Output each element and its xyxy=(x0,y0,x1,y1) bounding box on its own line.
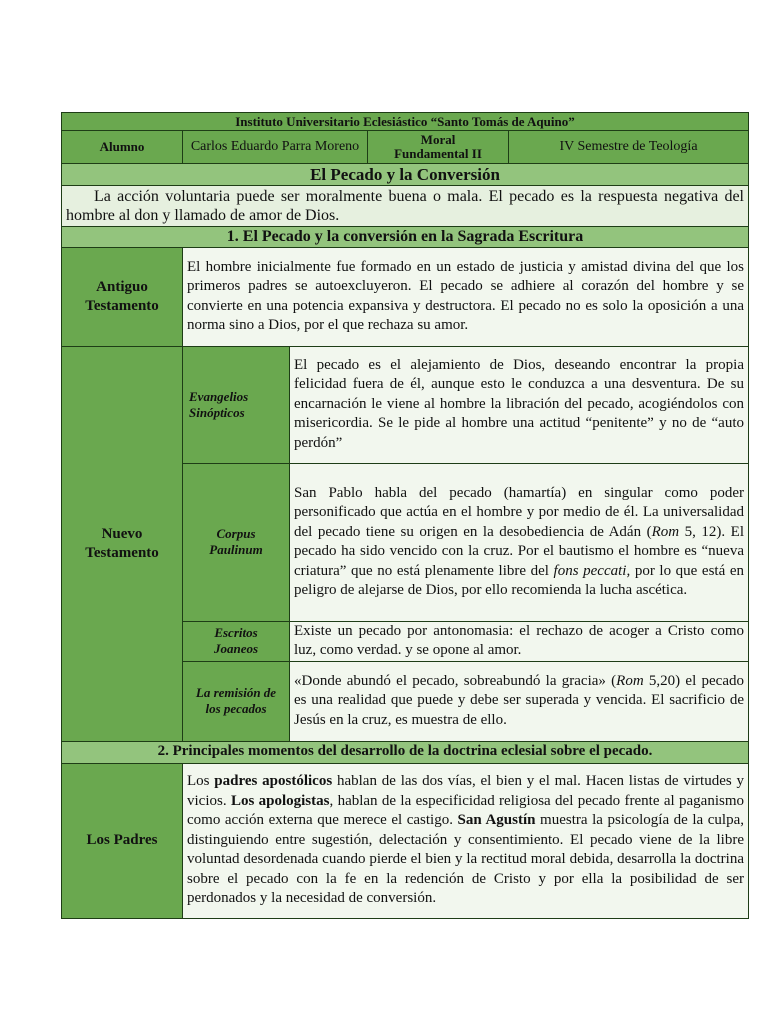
remision-label-line-2: los pecados xyxy=(205,701,267,716)
paulinum-text xyxy=(290,463,749,621)
padres-text-4: muestra la psicología de la culpa, distinguiendo entre sugestión, delectación y consentimiento. El pecado viene de la libre voluntad desordenada cuando pierde el bien y la rectitud moral debida, desarrolla la doctrina sobre el pecado con la fe en la redención de Cristo y por ella la posibilidad de ser perdonados y la necesidad de conversión. xyxy=(187,812,744,907)
joaneos-label-line-2: Joaneos xyxy=(213,641,259,656)
section-2-heading: 2. Principales momentos del desarrollo de la doctrina eclesial sobre el pecado. xyxy=(62,741,749,763)
padres-text-1: Los xyxy=(187,773,215,790)
sinopticos-label-line-2: Sinópticos xyxy=(189,404,245,420)
remision-text-a: «Donde abundó el pecado, sobreabundó la gracia» ( xyxy=(294,672,617,689)
joaneos-text: Existe un pecado por antonomasia: el rechazo de acoger a Cristo como luz, como verdad. y se opone al amor. xyxy=(290,621,749,661)
padres-apostolicos-term: padres apostólicos xyxy=(214,773,333,790)
paulinum-label xyxy=(183,463,290,621)
paulinum-text-a: San Pablo habla del pecado (hamartía) en singular como poder personificado que actúa en el hombre y por medio de él. La universalidad del pecado tiene su origen en la desobediencia de Adán ( xyxy=(294,484,744,540)
sinopticos-label xyxy=(183,346,290,463)
subject-line-2: Fundamental II xyxy=(394,146,482,161)
intro-text: La acción voluntaria puede ser moralmente buena o mala. El pecado es la respuesta negativa del hombre al don y llamado de amor de Dios. xyxy=(66,187,744,224)
paulinum-label-line-1: Corpus xyxy=(216,526,256,541)
remision-label xyxy=(183,661,290,741)
antiguo-label-line-1: Antiguo xyxy=(96,278,148,295)
antiguo-label-line-2: Testamento xyxy=(85,297,159,314)
los-padres-label: Los Padres xyxy=(62,763,183,918)
antiguo-testamento-label xyxy=(62,247,183,346)
semester: IV Semestre de Teología xyxy=(509,131,749,164)
san-agustin-term: San Agustín xyxy=(457,812,536,829)
institute-title: Instituto Universitario Eclesiástico “Santo Tomás de Aquino” xyxy=(62,113,749,131)
subject-line-1: Moral xyxy=(420,132,456,147)
nuevo-label-line-1: Nuevo xyxy=(101,525,143,542)
padres-text-2: hablan de las dos vías, el bien y el mal. Hacen listas de virtudes y vicios. xyxy=(187,773,744,809)
sinopticos-label-line-1: Evangelios xyxy=(189,388,249,404)
alumno-label: Alumno xyxy=(62,131,183,164)
paulinum-text-b: 5, 12). El pecado ha sido vencido con la cruz. Por el bautismo el hombre es “nueva criatura” que no está plenamente libre del xyxy=(294,523,745,579)
paulinum-ref-rom: Rom xyxy=(651,523,680,540)
padres-text-3: , hablan de la especificidad religiosa del pecado frente al paganismo como acción externa que merece el castigo. xyxy=(187,792,744,829)
intro-paragraph xyxy=(62,186,749,227)
remision-label-line-1: La remisión de xyxy=(195,685,277,700)
document-table xyxy=(61,112,749,919)
apologistas-term: Los apologistas xyxy=(230,792,330,809)
remision-text-b: 5,20) el pecado es una realidad que puede y debe ser superada y vencida. El sacrificio de Jesús en la cruz, es muestra de ello. xyxy=(294,672,744,728)
joaneos-label-line-1: Escritos xyxy=(214,625,258,640)
nuevo-testamento-label xyxy=(62,346,183,741)
remision-text xyxy=(290,661,749,741)
sinopticos-text: El pecado es el alejamiento de Dios, deseando encontrar la propia felicidad fuera de él, aunque esto le conduzca a una desventura. De su encarnación le viene al hombre la libración del pecado, acogiéndolos con misericordia. Se le pide al hombre una actitud “penitente” y no de “auto perdón” xyxy=(290,346,749,463)
subject-name xyxy=(368,131,509,164)
paulinum-label-line-2: Paulinum xyxy=(209,542,263,557)
paulinum-ref-fons: fons peccati, xyxy=(553,562,631,579)
paulinum-text-c: por lo que está en peligro de alejarse de Dios, por ello recomienda la lucha ascética. xyxy=(294,562,744,598)
joaneos-label xyxy=(183,621,290,661)
los-padres-text xyxy=(183,763,749,918)
nuevo-label-line-2: Testamento xyxy=(85,544,159,561)
alumno-name: Carlos Eduardo Parra Moreno xyxy=(183,131,368,164)
antiguo-testamento-text: El hombre inicialmente fue formado en un estado de justicia y amistad divina del que los primeros padres se autoexcluyeron. El pecado se adhiere al corazón del hombre y se convierte en una potencia expansiva y destructora. El pecado no es solo la oposición a una norma sino a Dios, por el que rechaza su amor. xyxy=(183,247,749,346)
remision-ref-rom: Rom xyxy=(616,672,644,689)
page-title: El Pecado y la Conversión xyxy=(62,164,749,186)
section-1-heading: 1. El Pecado y la conversión en la Sagrada Escritura xyxy=(62,227,749,248)
